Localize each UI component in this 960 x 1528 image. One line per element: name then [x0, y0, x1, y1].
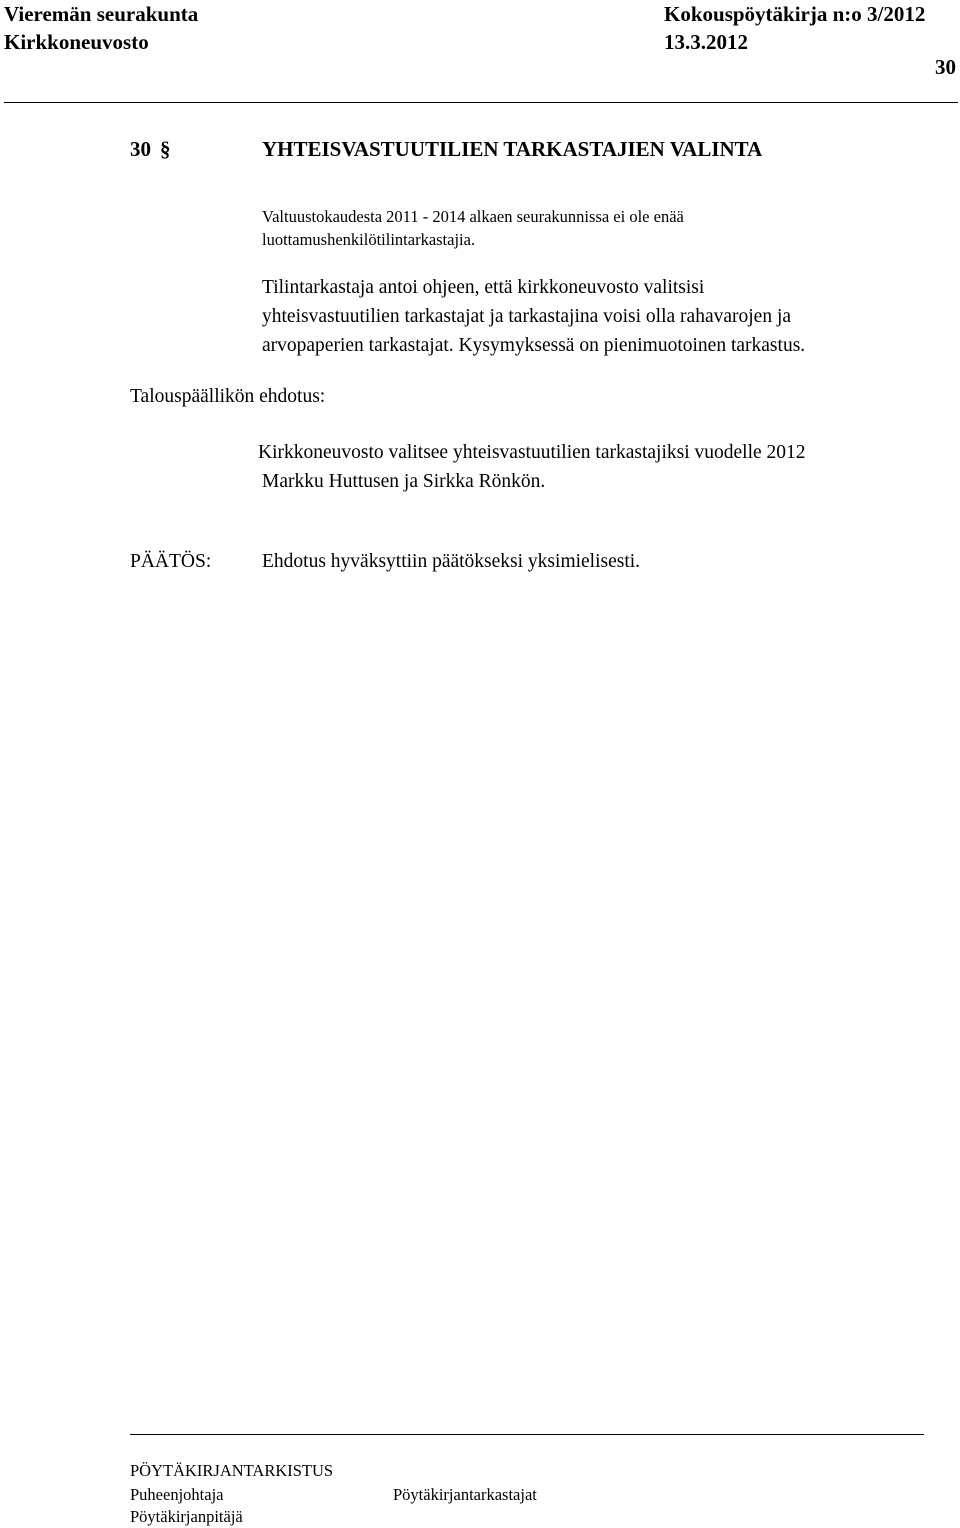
- section-number: 30: [130, 137, 151, 161]
- footer-rule: [130, 1434, 924, 1435]
- advice-line-1: Tilintarkastaja antoi ohjeen, että kirkkoneuvosto valitsisi: [262, 277, 705, 298]
- footer-chair: Puheenjohtaja: [130, 1485, 224, 1504]
- page-number: 30: [935, 55, 956, 79]
- document-title: Kokouspöytäkirja n:o 3/2012: [664, 2, 926, 26]
- proposal-label: Talouspäällikön ehdotus:: [130, 386, 326, 407]
- header-rule: [4, 102, 958, 103]
- advice-line-3: arvopaperien tarkastajat. Kysymyksessä on pienimuotoinen tarkastus.: [262, 335, 806, 356]
- decision-label: PÄÄTÖS:: [130, 551, 212, 572]
- section-icon: §: [160, 137, 171, 161]
- section-title: YHTEISVASTUUTILIEN TARKASTAJIEN VALINTA: [262, 137, 763, 161]
- proposal-line-1: Kirkkoneuvosto valitsee yhteisvastuutilien tarkastajiksi vuodelle 2012: [258, 442, 806, 463]
- meeting-date: 13.3.2012: [664, 30, 748, 54]
- org-name: Vieremän seurakunta: [4, 2, 199, 26]
- advice-line-2: yhteisvastuutilien tarkastajat ja tarkastajina voisi olla rahavarojen ja: [262, 306, 792, 327]
- footer-secretary: Pöytäkirjanpitäjä: [130, 1507, 243, 1526]
- proposal-line-2: Markku Huttusen ja Sirkka Rönkön.: [262, 471, 546, 492]
- decision-text: Ehdotus hyväksyttiin päätökseksi yksimielisesti.: [262, 551, 641, 572]
- footer-checkers: Pöytäkirjantarkastajat: [393, 1485, 537, 1504]
- meeting-body: Kirkkoneuvosto: [4, 30, 149, 54]
- intro-line-2: luottamushenkilötilintarkastajia.: [262, 230, 476, 249]
- footer-title: PÖYTÄKIRJANTARKISTUS: [130, 1461, 334, 1480]
- intro-line-1: Valtuustokaudesta 2011 - 2014 alkaen seurakunnissa ei ole enää: [262, 207, 684, 226]
